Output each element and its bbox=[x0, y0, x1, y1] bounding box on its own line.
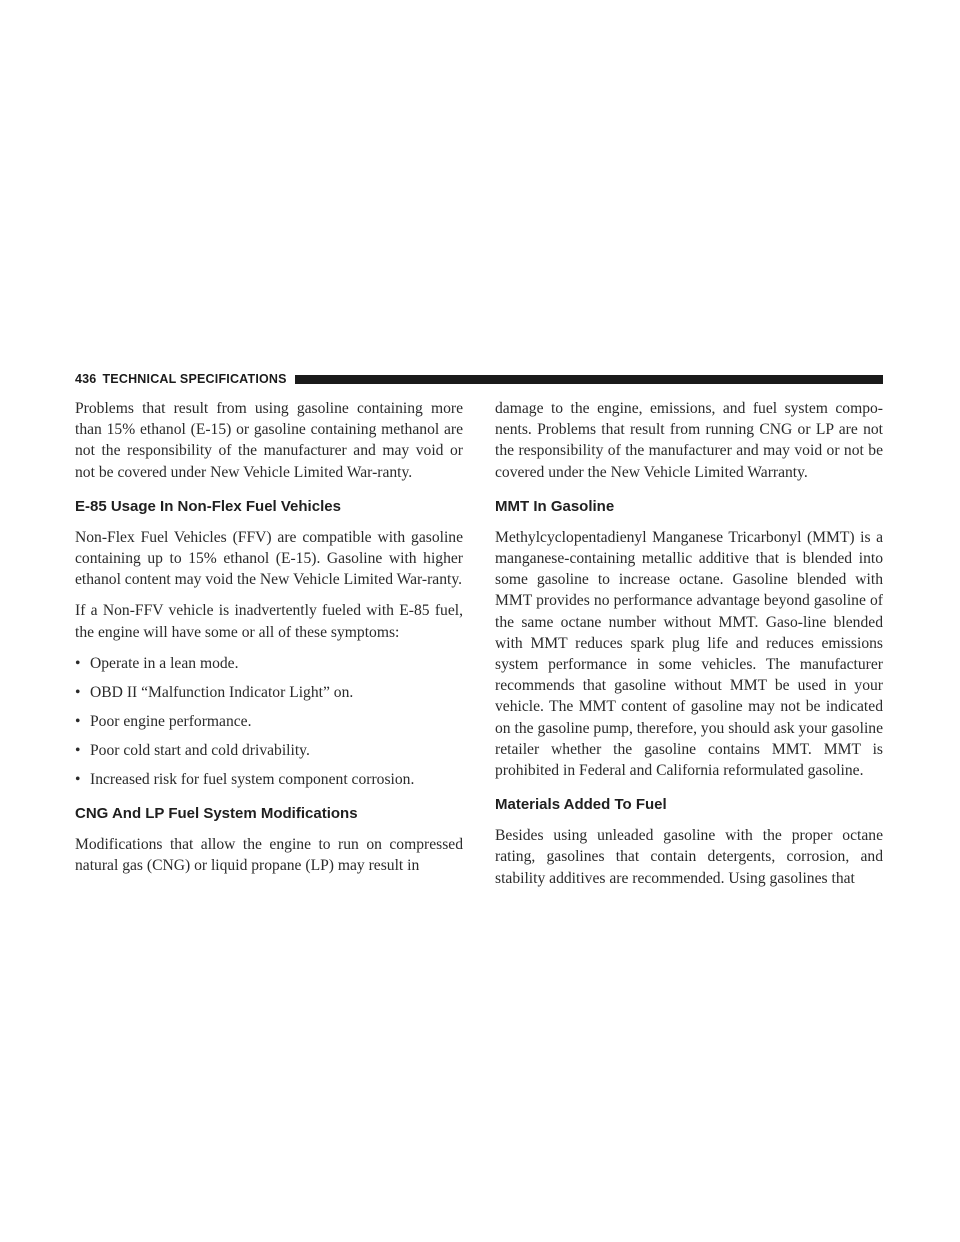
symptom-bullet bbox=[75, 653, 463, 674]
section-title: TECHNICAL SPECIFICATIONS bbox=[102, 372, 287, 386]
e85-paragraph-1: Non-Flex Fuel Vehicles (FFV) are compatible with gasoline containing up to 15% ethanol (E-15). Gasoline with higher ethanol content may void the New Vehicle Limited War-ranty. bbox=[75, 528, 463, 589]
bullet-dot: • bbox=[75, 741, 81, 759]
bullet-text: OBD II “Malfunction Indicator Light” on. bbox=[90, 683, 354, 701]
materials-heading: Materials Added To Fuel bbox=[495, 796, 667, 814]
symptom-bullet bbox=[75, 682, 463, 703]
bullet-dot: • bbox=[75, 770, 81, 788]
bullet-text: Poor cold start and cold drivability. bbox=[90, 741, 310, 759]
bullet-text: Increased risk for fuel system component corrosion. bbox=[90, 770, 415, 788]
cng-paragraph: Modifications that allow the engine to run on compressed natural gas (CNG) or liquid propane (LP) may result in bbox=[75, 835, 463, 875]
header-rule bbox=[295, 375, 883, 384]
materials-paragraph: Besides using unleaded gasoline with the proper octane rating, gasolines that contain detergents, corrosion, and stability additives are recommended. Using gasolines that bbox=[495, 827, 883, 887]
symptom-bullet bbox=[75, 711, 463, 732]
e85-paragraph-2: If a Non-FFV vehicle is inadvertently fueled with E-85 fuel, the engine will have some or all of these symptoms: bbox=[75, 602, 463, 641]
left-column bbox=[75, 398, 463, 886]
bullet-text: Poor engine performance. bbox=[90, 712, 252, 730]
symptom-bullet bbox=[75, 740, 463, 761]
intro-paragraph: Problems that result from using gasoline containing more than 15% ethanol (E-15) or gasoline containing methanol are not the responsibility of the manufacturer and may void or not be covered under New Vehicle Limited War-ranty. bbox=[75, 400, 463, 481]
page-header bbox=[75, 369, 883, 389]
mmt-heading: MMT In Gasoline bbox=[495, 497, 615, 515]
bullet-text: Operate in a lean mode. bbox=[90, 654, 239, 672]
bullet-dot: • bbox=[75, 683, 81, 701]
bullet-dot: • bbox=[75, 654, 81, 672]
page-number: 436 bbox=[75, 372, 97, 386]
cng-heading: CNG And LP Fuel System Modifications bbox=[75, 804, 358, 822]
symptom-bullet bbox=[75, 769, 463, 790]
e85-heading: E-85 Usage In Non-Flex Fuel Vehicles bbox=[75, 497, 341, 515]
cng-continued-paragraph: damage to the engine, emissions, and fuel system compo-nents. Problems that result from running CNG or LP are not the responsibility of the manufacturer and may void or not be covered under the New Vehicle Limited Warranty. bbox=[495, 400, 883, 481]
right-column bbox=[495, 398, 883, 899]
bullet-dot: • bbox=[75, 712, 81, 730]
mmt-paragraph: Methylcyclopentadienyl Manganese Tricarbonyl (MMT) is a manganese-containing metallic additive that is blended into some gasoline to increase octane. Gasoline blended with MMT provides no performance advantage beyond gasoline of the same octane number without MMT. Gaso-line blended with MMT reduces spark plug life and reduces emissions system performance in some vehicles. The manufacturer recommends that gasoline without MMT be used in your vehicle. The MMT content of gasoline may not be indicated on the gasoline pump, therefore, you should ask your gasoline retailer whether the gasoline contains MMT. MMT is prohibited in Federal and California reformulated gasoline. bbox=[495, 528, 883, 780]
